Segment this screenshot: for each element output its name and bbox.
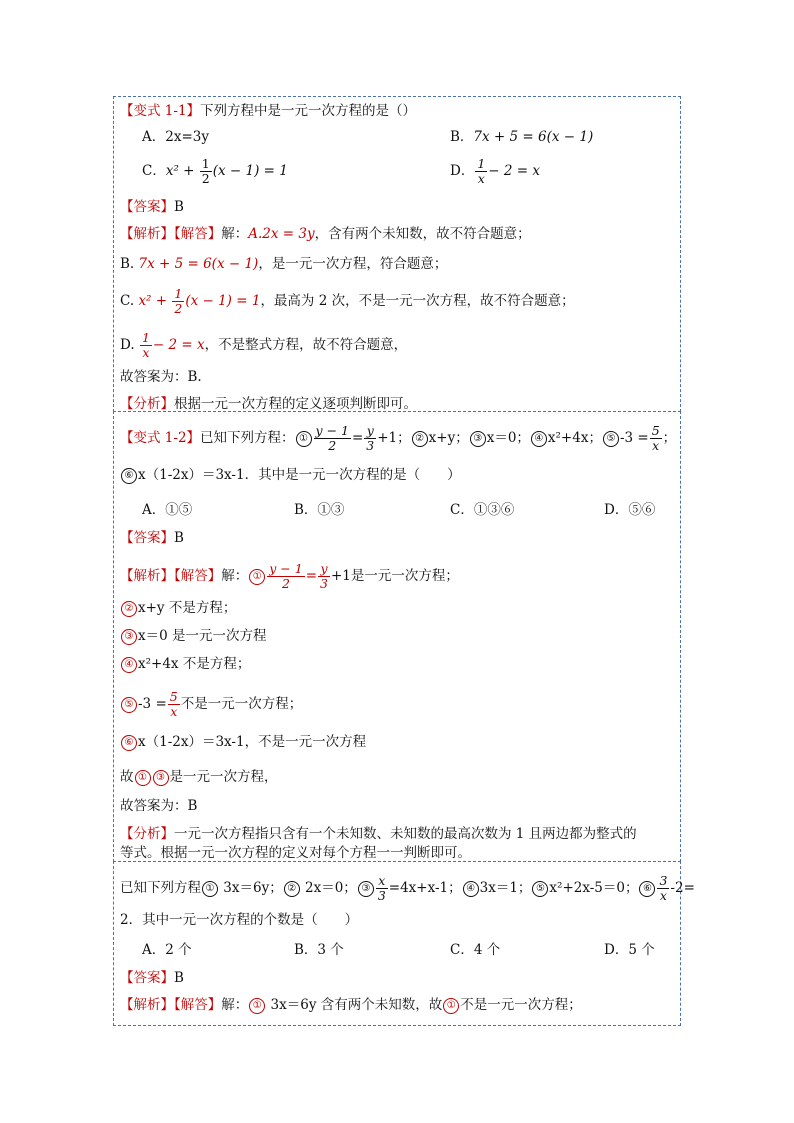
- q1-solution-b: [120, 254, 447, 274]
- circled-1: ①: [135, 770, 151, 786]
- q1-analysis-tag: 【解析】【解答】: [120, 226, 222, 242]
- q1-sol-c-frac: [172, 287, 184, 316]
- q3-stem-line: [120, 874, 695, 903]
- q3-e1: 3x＝6y；: [219, 880, 283, 896]
- q2-answer-line: [120, 528, 184, 548]
- q2-e5-pre: -3 =: [619, 430, 649, 446]
- frac-den: x: [659, 888, 667, 903]
- frac-num: x: [376, 874, 388, 889]
- q3-stem-pre: 已知下列方程: [120, 880, 201, 896]
- q1-option-c: [142, 157, 288, 186]
- q2-e3: x＝0；: [486, 430, 530, 446]
- circled-3: ③: [358, 881, 374, 897]
- q2-sol4: x²+4x 不是方程；: [138, 656, 251, 672]
- question-box-3: [113, 861, 695, 1026]
- q2-fenxi-1: 一元一次方程指只含有一个未知数、未知数的最高次数为 1 且两边都为整式的: [174, 826, 637, 842]
- q2-stem: 已知下列方程：: [200, 430, 295, 446]
- frac-num: y − 1: [269, 561, 303, 576]
- q1-sol-d-post: − 2 = x: [152, 337, 205, 353]
- q2-e5-frac: [650, 424, 662, 453]
- circled-2: ②: [412, 431, 428, 447]
- frac-den: x: [170, 704, 178, 719]
- q1-option-d: [450, 157, 540, 186]
- q2-tag: 【变式 1-2】: [120, 430, 201, 446]
- q3-e2: 2x＝0；: [300, 880, 357, 896]
- circled-5: ⑤: [121, 697, 137, 713]
- q3-analysis-tag: 【解析】【解答】: [120, 997, 222, 1013]
- q1-option-c-post: (x − 1) = 1: [212, 163, 288, 179]
- frac-num: 1: [174, 286, 183, 301]
- q2-sol5-frac: [168, 690, 180, 719]
- q2-sol3: x＝0 是一元一次方程: [138, 628, 267, 644]
- q2-e1-frac: [314, 424, 351, 453]
- frac-den: 3: [377, 888, 386, 903]
- q1-sol-c-pre: x² +: [138, 293, 172, 309]
- q2-sol5-pre: -3 =: [138, 696, 167, 712]
- q3-e3-frac: [376, 874, 388, 903]
- frac-den: 2: [201, 171, 210, 186]
- q1-sol-c-post: (x − 1) = 1: [185, 293, 261, 309]
- q3-sol1-b: 不是一元一次方程；: [460, 997, 582, 1013]
- circled-4: ④: [531, 431, 547, 447]
- frac-num: 1: [201, 156, 210, 171]
- q2-concl-pre: 故: [120, 769, 134, 785]
- q2-sol1-frac2: [318, 562, 330, 591]
- circled-4: ④: [121, 657, 137, 673]
- frac-num: 3: [659, 873, 668, 888]
- frac-den: 3: [320, 576, 328, 591]
- q1-option-d-post: − 2 = x: [488, 163, 540, 179]
- question-box-1: [113, 96, 681, 412]
- q2-solution-3: [120, 626, 267, 646]
- q2-option-c: C．①③⑥: [450, 502, 515, 518]
- q1-sol-d-frac: [140, 331, 152, 360]
- q2-sol1-post: +1是一元一次方程；: [330, 568, 459, 584]
- q3-answer-line: [120, 968, 184, 988]
- q1-sol-b-math: 7x + 5 = 6(x − 1): [138, 256, 259, 272]
- q2-solution-6: [120, 732, 366, 752]
- q1-option-b-label: B．: [450, 129, 474, 145]
- q2-solution-1: [120, 562, 459, 591]
- q1-option-d-label: D．: [450, 163, 475, 179]
- frac-num: y: [364, 424, 376, 439]
- frac-den: 2: [174, 301, 183, 316]
- circled-1: ①: [249, 569, 265, 585]
- circled-1: ①: [202, 881, 218, 897]
- frac-num: y: [318, 562, 330, 577]
- circled-3: ③: [153, 770, 169, 786]
- q2-conclusion-line: [120, 767, 278, 787]
- q2-conclusion: 故答案为：B: [120, 798, 198, 814]
- q2-stem-line: [120, 424, 676, 453]
- circled-1: ①: [296, 431, 312, 447]
- q1-option-c-label: C．: [142, 163, 166, 179]
- frac-den: x: [142, 345, 150, 360]
- q1-solution-d: [120, 331, 407, 360]
- q3-option-b: B．3 个: [294, 942, 344, 958]
- circled-4: ④: [463, 881, 479, 897]
- q3-e5: x²+2x-5＝0；: [549, 880, 639, 896]
- q2-e4: x²+4x；: [547, 430, 602, 446]
- q2-answer: B: [174, 530, 184, 546]
- q1-sol-a-math: A.2x = 3y: [248, 226, 315, 242]
- q2-line2: x（1-2x）＝3x-1．其中是一元一次方程的是（ ）: [138, 467, 461, 483]
- q3-stem-line-2: 2．其中一元一次方程的个数是（ ）: [120, 912, 359, 928]
- q1-sol-c-text: ，最高为 2 次，不是一元一次方程，故不符合题意；: [260, 293, 575, 309]
- q3-solution-1: [120, 995, 582, 1015]
- q3-answer: B: [174, 970, 184, 986]
- frac-num: 1: [477, 156, 486, 171]
- q1-stem: 下列方程中是一元一次方程的是（）: [200, 103, 417, 119]
- q1-tag: 【变式 1-1】: [120, 103, 201, 119]
- q2-stem-line-2: [120, 465, 461, 485]
- q1-stem-line: [120, 101, 416, 121]
- q1-option-c-pre: x² +: [165, 163, 199, 179]
- q1-sol-d-text: ，不是整式方程，故不符合题意，: [204, 337, 408, 353]
- q1-option-b: [450, 127, 593, 147]
- q1-sol-d-label: D.: [120, 337, 135, 353]
- q1-fenxi-tag: 【分析】: [120, 396, 174, 412]
- q2-analysis-line-2: 等式。根据一元一次方程的定义对每个方程一一判断即可。: [120, 845, 471, 861]
- q1-option-b-math: 7x + 5 = 6(x − 1): [473, 129, 594, 145]
- q1-conclusion: 故答案为：B.: [120, 369, 202, 385]
- q1-sol-c-label: C.: [120, 293, 135, 309]
- q2-sol5-post: 不是一元一次方程；: [180, 696, 303, 712]
- q2-sol-pre: 解：: [221, 568, 249, 584]
- q2-e2: x+y；: [428, 430, 469, 446]
- q3-e6-post: -2=: [670, 880, 695, 896]
- q2-solution-5: [120, 690, 302, 719]
- q1-answer: B: [174, 199, 184, 215]
- q1-sol-a-pre: 解：: [221, 226, 249, 242]
- frac-num: 5: [651, 423, 660, 438]
- q1-fenxi: 根据一元一次方程的定义逐项判断即可。: [174, 396, 417, 412]
- frac-num: y − 1: [315, 423, 349, 438]
- q3-e6-frac: [657, 874, 669, 903]
- q2-sol6: x（1-2x）＝3x-1，不是一元一次方程: [138, 734, 367, 750]
- q1-option-c-frac: [200, 157, 212, 186]
- q1-solution-c: [120, 287, 575, 316]
- frac-num: 5: [169, 689, 178, 704]
- circled-1: ①: [443, 998, 459, 1014]
- q3-e3-post: =4x+x-1；: [388, 880, 462, 896]
- frac-den: x: [652, 438, 660, 453]
- q1-option-a: A．2x=3y: [142, 129, 209, 145]
- frac-num: 1: [141, 330, 150, 345]
- q3-option-d: D．5 个: [604, 942, 655, 958]
- circled-3: ③: [121, 629, 137, 645]
- frac-den: 3: [366, 438, 375, 453]
- q2-analysis-line-1: [120, 824, 637, 844]
- frac-den: x: [477, 171, 485, 186]
- q2-option-a: A．①⑤: [142, 502, 193, 518]
- frac-den: 2: [328, 438, 337, 453]
- q3-e4: 3x＝1；: [479, 880, 532, 896]
- frac-den: 2: [281, 576, 290, 591]
- q2-answer-tag: 【答案】: [120, 530, 174, 546]
- circled-2: ②: [284, 881, 300, 897]
- q1-option-d-frac: [475, 157, 487, 186]
- q1-solution-a: [120, 224, 531, 244]
- q3-sol-pre: 解：: [221, 997, 249, 1013]
- circled-6: ⑥: [121, 735, 137, 751]
- q2-option-d: D．⑤⑥: [604, 502, 656, 518]
- circled-5: ⑤: [532, 881, 548, 897]
- q1-sol-b-text: ，是一元一次方程，符合题意；: [258, 256, 448, 272]
- q3-option-c: C．4 个: [450, 942, 501, 958]
- q2-solution-2: [120, 598, 236, 618]
- q1-answer-line: [120, 197, 184, 217]
- question-box-2: [113, 411, 681, 862]
- q3-answer-tag: 【答案】: [120, 970, 174, 986]
- circled-6: ⑥: [121, 468, 137, 484]
- circled-3: ③: [470, 431, 486, 447]
- circled-1: ①: [249, 998, 265, 1014]
- q2-solution-4: [120, 654, 250, 674]
- q2-option-b: B．①③: [294, 502, 345, 518]
- q2-e1-post: +1；: [377, 430, 411, 446]
- q1-answer-tag: 【答案】: [120, 199, 174, 215]
- q1-sol-b-label: B.: [120, 256, 135, 272]
- q2-e5-post: ；: [662, 430, 677, 446]
- q3-sol1-a: 3x＝6y 含有两个未知数，故: [266, 997, 443, 1013]
- q2-concl-post: 是一元一次方程，: [169, 769, 278, 785]
- q2-e1-frac2: [364, 424, 376, 453]
- q2-fenxi-tag: 【分析】: [120, 826, 174, 842]
- circled-2: ②: [121, 601, 137, 617]
- q2-sol1-frac: [267, 562, 304, 591]
- q2-analysis-tag: 【解析】【解答】: [120, 568, 222, 584]
- q1-sol-a-text: ，含有两个未知数，故不符合题意；: [314, 226, 531, 242]
- circled-6: ⑥: [639, 881, 655, 897]
- q3-option-a: A．2 个: [142, 942, 192, 958]
- circled-5: ⑤: [603, 431, 619, 447]
- q2-sol2: x+y 不是方程；: [138, 600, 237, 616]
- q2-sol1-eq: =: [305, 568, 317, 584]
- q2-e1-eq: =: [351, 430, 364, 446]
